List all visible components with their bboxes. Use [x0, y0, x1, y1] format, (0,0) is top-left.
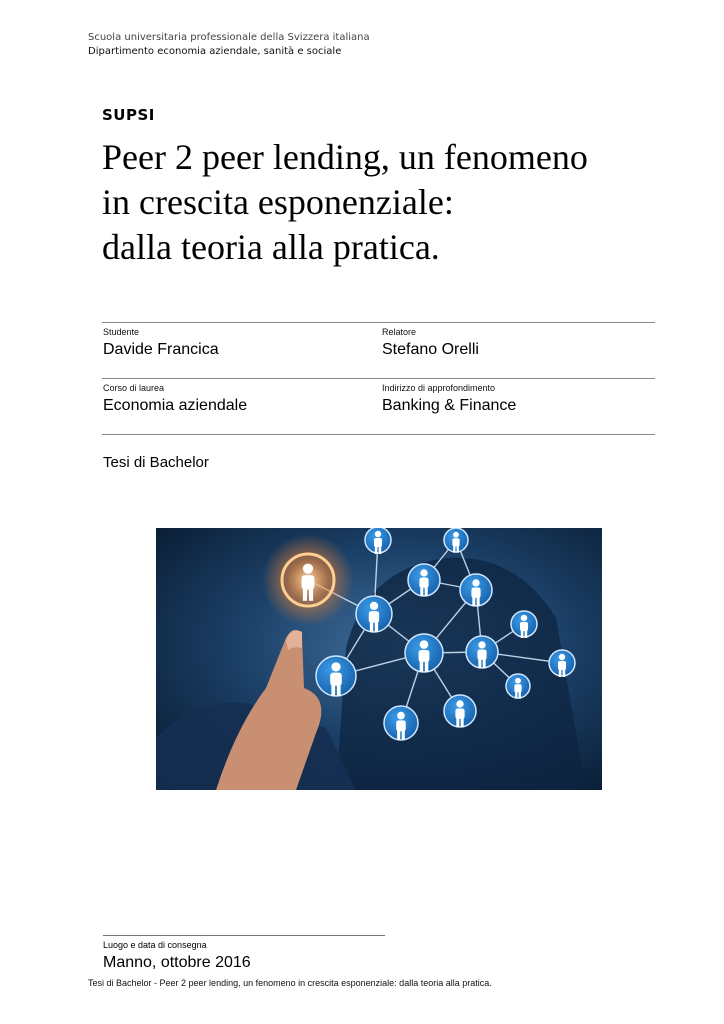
advisor-label: Relatore [382, 327, 417, 337]
advisor-value: Stefano Orelli [382, 341, 479, 358]
institution-name: Scuola universitaria professionale della Svizzera italiana [88, 32, 370, 43]
student-value: Davide Francica [103, 341, 219, 358]
document-title [102, 135, 662, 270]
brand-logo: SUPSI [102, 106, 155, 124]
divider [102, 434, 655, 435]
divider [102, 378, 655, 379]
department-name: Dipartimento economia aziendale, sanità e sociale [88, 46, 342, 57]
page-footer: Tesi di Bachelor - Peer 2 peer lending, un fenomeno in crescita esponenziale: dalla teoria alla pratica. [88, 978, 492, 988]
title-line-1: Peer 2 peer lending, un fenomeno [102, 137, 588, 177]
student-label: Studente [103, 327, 140, 337]
specialization-value: Banking & Finance [382, 397, 517, 414]
signature-line [103, 935, 385, 936]
delivery-value: Manno, ottobre 2016 [103, 954, 251, 971]
divider [102, 322, 655, 323]
thesis-type: Tesi di Bachelor [103, 454, 209, 471]
title-line-3: dalla teoria alla pratica. [102, 227, 440, 267]
degree-value: Economia aziendale [103, 397, 248, 414]
specialization-label: Indirizzo di approfondimento [382, 383, 496, 393]
network-people-icon [156, 528, 602, 790]
delivery-label: Luogo e data di consegna [103, 940, 207, 950]
title-line-2: in crescita esponenziale: [102, 182, 454, 222]
cover-image [156, 528, 602, 790]
degree-label: Corso di laurea [103, 383, 165, 393]
